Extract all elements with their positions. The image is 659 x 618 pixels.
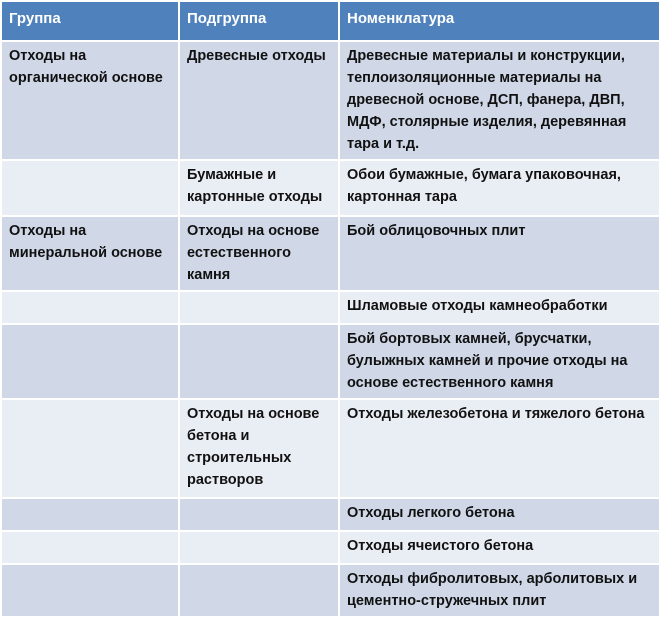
table-row <box>1 216 659 291</box>
cell-nomenclature: Древесные материалы и конструкции, теплоизоляционные материалы на древесной основе, ДСП, фанера, ДВП, МДФ, столярные изделия, деревянная тара и т.д. <box>339 41 659 160</box>
header-subgroup: Подгруппа <box>179 1 339 41</box>
cell-group: Отходы на органической основе <box>1 41 179 160</box>
cell-subgroup: Бумажные и картонные отходы <box>179 160 339 216</box>
cell-nomenclature: Обои бумажные, бумага упаковочная, картонная тара <box>339 160 659 216</box>
cell-nomenclature: Отходы ячеистого бетона <box>339 531 659 564</box>
header-row <box>1 1 659 41</box>
cell-group <box>1 160 179 216</box>
cell-group <box>1 564 179 617</box>
cell-group: Отходы на минеральной основе <box>1 216 179 291</box>
cell-nomenclature: Отходы железобетона и тяжелого бетона <box>339 399 659 498</box>
table-row <box>1 498 659 531</box>
header-nomenclature: Номенклатура <box>339 1 659 41</box>
cell-nomenclature: Отходы фибролитовых, арболитовых и цементно-стружечных плит <box>339 564 659 617</box>
cell-group <box>1 531 179 564</box>
table-row <box>1 41 659 160</box>
table-row <box>1 564 659 617</box>
table-row <box>1 291 659 324</box>
cell-nomenclature: Бой облицовочных плит <box>339 216 659 291</box>
cell-nomenclature: Шламовые отходы камнеобработки <box>339 291 659 324</box>
cell-group <box>1 291 179 324</box>
table-row <box>1 399 659 498</box>
cell-group <box>1 399 179 498</box>
cell-group <box>1 324 179 399</box>
cell-subgroup <box>179 291 339 324</box>
cell-subgroup <box>179 564 339 617</box>
cell-group <box>1 498 179 531</box>
table-header <box>1 1 659 41</box>
cell-subgroup: Отходы на основе естественного камня <box>179 216 339 291</box>
cell-subgroup <box>179 531 339 564</box>
table-body <box>1 41 659 617</box>
cell-subgroup <box>179 498 339 531</box>
cell-subgroup: Отходы на основе бетона и строительных растворов <box>179 399 339 498</box>
cell-nomenclature: Бой бортовых камней, брусчатки, булыжных камней и прочие отходы на основе естественного камня <box>339 324 659 399</box>
table-row <box>1 160 659 216</box>
cell-subgroup: Древесные отходы <box>179 41 339 160</box>
table-row <box>1 531 659 564</box>
table-row <box>1 324 659 399</box>
cell-nomenclature: Отходы легкого бетона <box>339 498 659 531</box>
cell-subgroup <box>179 324 339 399</box>
header-group: Группа <box>1 1 179 41</box>
